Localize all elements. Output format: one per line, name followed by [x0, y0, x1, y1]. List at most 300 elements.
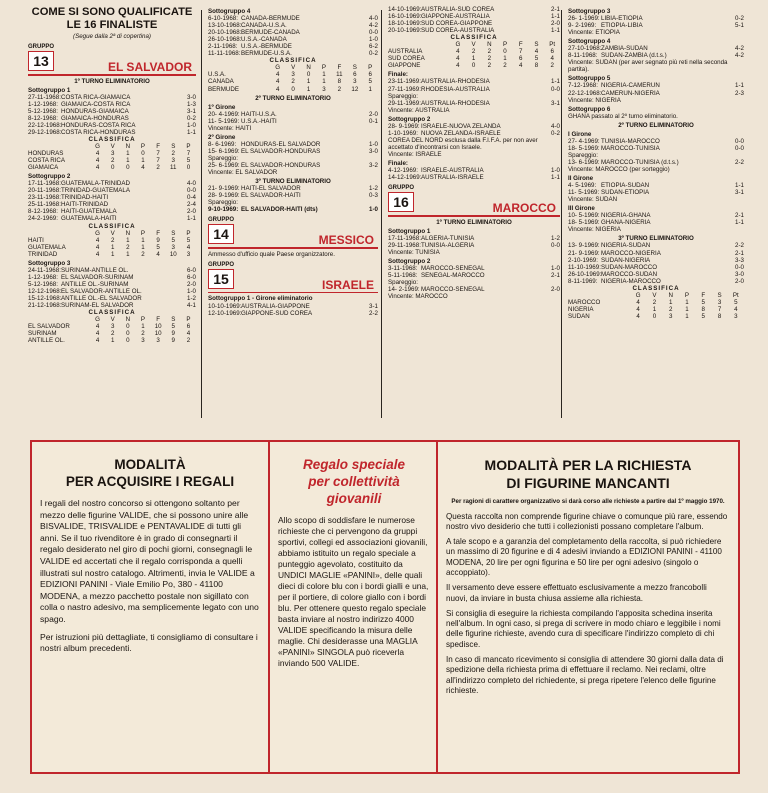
match-score: 1-1: [551, 13, 560, 21]
winner-line: Vincente: NIGERIA: [568, 96, 621, 104]
match-row: [388, 235, 560, 242]
red-divider: [208, 292, 378, 294]
match-date: 25- 6-1969:: [208, 161, 240, 169]
match-row: [568, 271, 744, 278]
column-3: [388, 6, 560, 300]
column-4: [568, 6, 744, 320]
standings-row: [568, 313, 744, 320]
match-list: [388, 235, 560, 249]
girone-heading: 2º Girone: [208, 133, 236, 141]
match-teams: NIGERIA-SUDAN: [601, 242, 651, 250]
standings-value: 2: [503, 62, 507, 70]
match-row: [388, 100, 560, 107]
match-score: 4-0: [187, 180, 196, 188]
standings-value: 8: [701, 305, 705, 313]
match-score: 4-1: [187, 302, 196, 310]
standings-column-label: P: [684, 291, 690, 299]
standings-value: 8: [717, 312, 722, 320]
standings-value: 1: [126, 236, 130, 244]
standings-value: 4: [534, 48, 539, 56]
standings-value: 1: [503, 55, 507, 63]
standings-value: 2: [487, 62, 492, 70]
match-teams: GIAMAICA-HONDURAS: [61, 114, 129, 122]
match-date: 10-10-1969:: [208, 302, 242, 310]
match-row: [28, 180, 196, 187]
standings-column-label: V: [110, 229, 115, 237]
standings-value: 2: [652, 298, 657, 306]
match-score: 3-1: [187, 107, 196, 115]
match-teams: GUATEMALA-TRINIDAD: [61, 180, 130, 188]
match-date: 8-12-1968:: [28, 114, 58, 122]
standings-column-label: N: [125, 316, 131, 324]
standings-value: 3: [171, 157, 175, 165]
match-date: 26- 1-1969:: [568, 15, 600, 23]
match-teams: SURINAM-ANTILLE OL.: [61, 266, 129, 274]
match-list: [568, 212, 744, 226]
winner-line: Vincente: SUDAN: [568, 196, 618, 204]
spareggio-label: Spareggio:: [208, 154, 238, 162]
match-score: 1-2: [551, 234, 560, 242]
match-date: 11-11-1968:: [208, 50, 241, 58]
match-row: [388, 286, 560, 293]
match-teams: MAROCCO-SENEGAL: [421, 264, 485, 272]
subgroup-note: GHANA passato al 2º turno eliminatorio.: [568, 112, 678, 120]
match-row: [388, 27, 560, 34]
regali-section: [32, 442, 268, 772]
match-row: [388, 20, 560, 27]
match-score: 3-0: [369, 147, 378, 155]
standings-table: [568, 292, 744, 320]
figurine-mancanti-title: [446, 456, 730, 492]
match-date: 28- 9-1969:: [208, 192, 240, 200]
match-row: [208, 50, 378, 57]
match-row: [28, 187, 196, 194]
subgroup-note: COREA DEL NORD esclusa dalla F.I.F.A. per non aver accettato d'incontrarsi con Israele.: [388, 136, 538, 151]
standings-row: [28, 157, 196, 164]
standings-team: BERMUDE: [208, 85, 239, 93]
match-row: [28, 281, 196, 288]
standings-value: 4: [95, 250, 100, 258]
standings-team: CANADA: [208, 78, 234, 86]
match-score: 1-0: [369, 140, 378, 148]
page-subtitle: (Segue dalla 2ª di copertina): [73, 33, 151, 40]
standings-team: U.S.A.: [208, 71, 226, 79]
match-teams: COSTA RICA-HONDURAS: [61, 128, 136, 136]
match-date: 12-12-1968:: [28, 287, 62, 295]
gruppo-14-header: [208, 217, 378, 248]
match-row: [388, 78, 560, 85]
match-score: 2-2: [735, 158, 744, 166]
standings-column-label: N: [125, 143, 131, 151]
standings-value: 4: [95, 236, 100, 244]
winner-line: Vincente: TUNISIA: [388, 248, 440, 256]
match-row: [208, 36, 378, 43]
subgroup-heading: Sottogruppo 2: [388, 115, 431, 123]
standings-team: TRINIDAD: [28, 250, 58, 258]
match-list: [568, 82, 744, 96]
match-teams: ZAMBIA-SUDAN: [601, 45, 648, 53]
match-teams: SUD COREA-AUSTRALIA: [421, 27, 495, 35]
standings-value: 7: [186, 150, 191, 158]
standings-value: 9: [156, 236, 160, 244]
match-date: 21- 9-1969:: [208, 185, 240, 193]
match-score: 2-2: [369, 309, 378, 317]
gruppo-13-header: [28, 44, 196, 75]
subgroup-heading: Sottogruppo 2: [28, 173, 71, 181]
regali-title-line-1: MODALITÀ: [114, 457, 186, 472]
match-score: 1-1: [735, 182, 744, 190]
standings-row: [388, 48, 560, 55]
regalo-speciale-title-line-1: Regalo speciale: [302, 457, 406, 472]
section-heading: 3º TURNO ELIMINATORIO: [618, 235, 694, 243]
match-date: 8-11-1968:: [568, 52, 598, 60]
gruppo-name: MAROCCO: [492, 201, 556, 216]
classifica-heading: CLASSIFICA: [88, 309, 136, 317]
standings-value: 3: [110, 323, 115, 331]
standings-row: [28, 150, 196, 157]
standings-table: [28, 230, 196, 258]
standings-value: 0: [652, 312, 657, 320]
match-date: 20-11-1968:: [28, 187, 61, 195]
match-score: 3-2: [369, 161, 378, 169]
standings-column-label: N: [306, 64, 311, 72]
standings-header-spacer: [568, 292, 630, 299]
match-row: [568, 52, 744, 59]
winner-line: Vincente: MAROCCO (per sorteggio): [568, 165, 670, 173]
figurine-mancanti-paragraph: A tale scopo e a garanzia del completamento della raccolta, si può richiedere un massimo di 20 figurine e di 4 adesivi inviando a EDIZIONI PANINI - 41100 MODENA, 20 lire per ogni figurina e 50 lire per ogni adesivo (singolo o accoppiato).: [446, 537, 722, 577]
match-row: [388, 123, 560, 130]
gruppo-number: 16: [388, 192, 414, 212]
section-heading: 1º TURNO ELIMINATORIO: [74, 77, 150, 85]
match-date: 18- 5-1969:: [568, 219, 600, 227]
standings-value: 4: [275, 71, 280, 79]
match-date: 26-10-1968:: [208, 36, 242, 44]
standings-column-label: F: [156, 143, 161, 151]
match-teams: EL SALVADOR-HAITI (dts): [241, 206, 318, 214]
match-row: [568, 15, 744, 22]
standings-value: 1: [141, 323, 145, 331]
standings-value: 10: [154, 323, 162, 331]
standings-column-label: G: [455, 41, 461, 49]
match-row: [28, 208, 196, 215]
match-date: 14-12-1969:: [388, 174, 422, 182]
standings-column-label: F: [701, 291, 706, 299]
match-score: 0-2: [551, 129, 560, 137]
figurine-mancanti-paragraph: In caso di mancato ricevimento si consiglia di attendere 30 giorni dalla data di spedizione della richiesta prima di effettuare il reclamo. Nei reclami, oltre all'indirizzo completo del richiedente, si prega ripetere l'elenco delle figurine richieste.: [446, 655, 724, 695]
match-date: 13- 6-1969:: [568, 158, 600, 166]
match-teams: LIBIA-ETIOPIA: [601, 15, 643, 23]
standings-value: 5: [171, 236, 175, 244]
standings-value: 4: [456, 62, 460, 70]
match-teams: GHANA-NIGERIA: [601, 219, 651, 227]
match-score: 0-3: [369, 192, 378, 200]
standings-value: 3: [141, 337, 145, 345]
standings-value: 4: [95, 157, 100, 165]
standings-row: [28, 323, 196, 330]
match-teams: HONDURAS-COSTA RICA: [61, 121, 136, 129]
standings-value: 5: [701, 312, 705, 320]
match-row: [28, 267, 196, 274]
match-date: 16-10-1969:: [388, 13, 422, 21]
match-score: 1-0: [187, 287, 196, 295]
standings-value: 4: [95, 337, 100, 345]
match-teams: BERMUDE-CANADA: [241, 29, 300, 37]
match-row: [568, 138, 744, 145]
match-score: 0-2: [735, 15, 744, 23]
match-date: 28- 9-1969:: [388, 122, 420, 130]
red-divider: [28, 74, 196, 76]
standings-value: 2: [126, 243, 130, 251]
match-score: 4-2: [735, 45, 744, 53]
match-date: 13-10-1968:: [208, 22, 242, 30]
standings-column-label: F: [518, 41, 523, 49]
match-teams: NIGERIA-MAROCCO: [601, 277, 661, 285]
match-teams: ANTILLE OL.-EL SALVADOR: [61, 295, 142, 302]
match-date: 17-11-1968:: [388, 234, 421, 242]
standings-column-label: N: [487, 41, 492, 49]
standings-value: 12: [351, 85, 359, 93]
match-list: [388, 123, 560, 137]
match-teams: ANTILLE OL.-SURINAM: [61, 280, 129, 288]
match-row: [568, 212, 744, 219]
standings-value: 7: [156, 157, 160, 165]
standings-row: [388, 55, 560, 62]
standings-value: 4: [95, 164, 100, 172]
standings-value: 1: [141, 243, 145, 251]
match-list: [568, 182, 744, 196]
match-row: [28, 94, 196, 101]
gruppo-label: GRUPPO: [208, 261, 235, 268]
match-list: [388, 265, 560, 279]
winner-line: Vincente: SUDAN (per aver segnato più reti nella seconda partita).: [568, 59, 728, 74]
standings-value: 3: [291, 71, 295, 79]
standings-value: 4: [636, 298, 640, 306]
figurine-mancanti-section: [438, 442, 738, 772]
match-date: 5-11-1968:: [388, 272, 418, 279]
match-teams: SURINAM-EL SALVADOR: [61, 302, 134, 310]
match-date: 2-11-1968:: [208, 43, 238, 51]
match-row: [568, 145, 744, 152]
column-rule: [561, 10, 562, 418]
match-date: 15-12-1968:: [28, 295, 62, 302]
section-heading: 2º TURNO ELIMINATORIO: [618, 121, 694, 129]
standings-row: [28, 330, 196, 337]
match-teams: GIAPPONE-AUSTRALIA: [421, 13, 490, 21]
match-score: 6-2: [369, 43, 378, 51]
standings-header: [568, 292, 744, 299]
standings-value: 0: [126, 330, 130, 338]
standings-value: 1: [685, 298, 689, 306]
match-score: 6-0: [187, 273, 196, 281]
standings-value: 3: [156, 337, 160, 345]
match-teams: MAROCCO-SENEGAL: [421, 286, 485, 294]
match-teams: EL SALVADOR-HONDURAS: [241, 147, 321, 155]
standings-value: 6: [353, 71, 357, 79]
standings-value: 2: [110, 330, 115, 338]
standings-value: 0: [141, 150, 145, 158]
standings-value: 0: [126, 164, 130, 172]
gruppo-name: MESSICO: [318, 233, 374, 248]
standings-value: 2: [337, 85, 342, 93]
match-score: 2-1: [735, 212, 744, 220]
winner-line: Vincente: ETIOPIA: [568, 29, 620, 37]
standings-value: 0: [186, 164, 191, 172]
match-teams: ETIOPIA-SUDAN: [601, 182, 650, 190]
match-score: 5-1: [735, 22, 744, 30]
standings-header: [28, 143, 196, 150]
match-row: [208, 185, 378, 192]
standings-value: 5: [186, 236, 191, 244]
standings-value: 1: [322, 71, 326, 79]
column-rule: [201, 10, 202, 418]
match-row: [568, 22, 744, 29]
standings-value: 1: [126, 157, 130, 165]
match-score: 4-2: [369, 22, 378, 30]
standings-column-label: V: [110, 143, 115, 151]
match-score: 3-1: [551, 99, 560, 107]
match-teams: TRINIDAD-HAITI: [61, 194, 109, 202]
standings-value: 0: [126, 337, 130, 345]
match-list: [388, 6, 560, 34]
subgroup-heading: Sottogruppo 2: [388, 257, 431, 265]
page-title-line-2: LE 16 FINALISTE: [66, 19, 158, 31]
section-heading: 3º TURNO ELIMINATORIO: [255, 178, 331, 186]
regalo-speciale-section: [270, 442, 438, 772]
match-score: 0-2: [187, 114, 196, 122]
match-teams: SUDAN-ZAMBIA (d.t.s.): [601, 52, 667, 60]
match-list: [388, 167, 560, 181]
match-teams: RHODESIA-AUSTRALIA: [421, 85, 490, 93]
match-row: [568, 242, 744, 249]
match-row: [208, 141, 378, 148]
match-list: [208, 111, 378, 125]
match-date: 13- 9-1969:: [568, 242, 600, 250]
match-list: [208, 303, 378, 317]
match-teams: TRINIDAD-GUATEMALA: [61, 187, 130, 195]
match-date: 12-10-1969:: [208, 309, 242, 317]
standings-value: 4: [156, 250, 160, 258]
match-score: 3-0: [187, 93, 196, 101]
match-teams: EL SALVADOR-ANTILLE OL.: [61, 287, 142, 295]
standings-value: 0: [126, 323, 130, 331]
match-score: 0-0: [551, 85, 560, 93]
match-date: 18- 5-1969:: [568, 144, 600, 152]
match-date: 2-10-1969:: [568, 256, 598, 264]
match-date: 1-12-1968:: [28, 273, 58, 281]
match-score: 3-1: [369, 302, 378, 310]
match-date: 9- 2-1969:: [568, 22, 597, 30]
match-date: 29-11-1968:: [388, 241, 421, 249]
match-list: [208, 141, 378, 155]
classifica-heading: CLASSIFICA: [88, 222, 136, 230]
standings-header: [28, 230, 196, 237]
match-teams: GUATEMALA-HAITI: [61, 215, 117, 223]
standings-column-label: V: [471, 41, 476, 49]
match-row: [28, 129, 196, 136]
regalo-speciale-title-line-2: per collettività: [308, 474, 400, 489]
match-row: [28, 122, 196, 129]
match-list: [568, 45, 744, 59]
standings-value: 1: [368, 85, 372, 93]
match-score: 0-0: [369, 29, 378, 37]
standings-value: 1: [141, 157, 145, 165]
match-score: 2-0: [551, 20, 560, 28]
standings-value: 4: [550, 55, 554, 63]
standings-value: 1: [685, 305, 689, 313]
figurine-mancanti-title-line-1: MODALITÀ PER LA RICHIESTA: [484, 457, 692, 473]
match-teams: MAROCCO-NIGERIA: [601, 249, 661, 257]
match-score: 0-0: [735, 263, 744, 271]
standings-value: 0: [471, 62, 476, 70]
standings-value: 8: [534, 62, 539, 70]
standings-column-label: S: [352, 64, 357, 72]
match-date: 5-12-1968:: [28, 107, 58, 115]
standings-value: 4: [456, 48, 460, 56]
match-teams: MAROCCO-TUNISIA: [601, 144, 660, 152]
match-date: 11- 5-1969:: [568, 189, 600, 197]
match-date: 15- 6-1969:: [208, 147, 240, 155]
match-teams: NUOVA ZELANDA-ISRAELE: [421, 129, 501, 137]
match-row: [388, 167, 560, 174]
standings-value: 4: [186, 330, 191, 338]
standings-value: 3: [734, 312, 738, 320]
girone-heading: 1º Girone: [208, 103, 236, 111]
match-teams: U.S.A.-BERMUDE: [241, 43, 292, 51]
gruppo-number: 15: [208, 269, 234, 289]
standings-team: ANTILLE OL.: [28, 337, 65, 345]
spareggio-label: Spareggio:: [388, 279, 418, 287]
standings-value: 1: [126, 150, 130, 158]
match-row: [388, 242, 560, 249]
match-row: [568, 250, 744, 257]
match-score: 2-4: [187, 201, 196, 209]
match-score: 3-0: [735, 270, 744, 278]
match-teams: AUSTRALIA-SUD COREA: [421, 6, 495, 13]
standings-value: 2: [171, 150, 175, 158]
match-row: [28, 108, 196, 115]
match-score: 6-0: [187, 266, 196, 274]
match-teams: NIGERIA-GHANA: [601, 212, 651, 220]
match-score: 1-1: [187, 215, 196, 223]
page-title-line-1: COME SI SONO QUALIFICATE: [31, 6, 193, 18]
standings-column-label: F: [156, 229, 161, 237]
match-row: [568, 159, 744, 166]
gruppo-name: ISRAELE: [321, 277, 374, 292]
standings-team: NIGERIA: [568, 305, 594, 313]
match-score: 1-1: [187, 128, 196, 136]
standings-value: 1: [322, 78, 326, 86]
match-teams: SUDAN-NIGERIA: [601, 256, 651, 264]
match-row: [388, 13, 560, 20]
standings-team: AUSTRALIA: [388, 48, 423, 56]
figurine-mancanti-note: Per ragioni di carattere organizzativo si darà corso alle richieste a partire dal 1º maggio 1970.: [451, 498, 725, 505]
match-teams: EL SALVADOR-SURINAM: [61, 273, 134, 281]
match-teams: HONDURAS-GIAMAICA: [61, 107, 129, 115]
match-row: [208, 43, 378, 50]
standings-header: [208, 64, 378, 71]
standings-team: SUD COREA: [388, 55, 425, 63]
classifica-heading: CLASSIFICA: [269, 57, 317, 65]
standings-value: 4: [636, 305, 640, 313]
match-teams: CANADA-U.S.A.: [241, 22, 287, 30]
match-score: 2-1: [551, 6, 560, 13]
standings-value: 1: [141, 236, 145, 244]
standings-value: 6: [519, 55, 523, 63]
standings-row: [208, 71, 378, 78]
match-list: [28, 267, 196, 309]
match-row: [28, 101, 196, 108]
match-teams: TUNISIA-ALGERIA: [421, 241, 475, 249]
